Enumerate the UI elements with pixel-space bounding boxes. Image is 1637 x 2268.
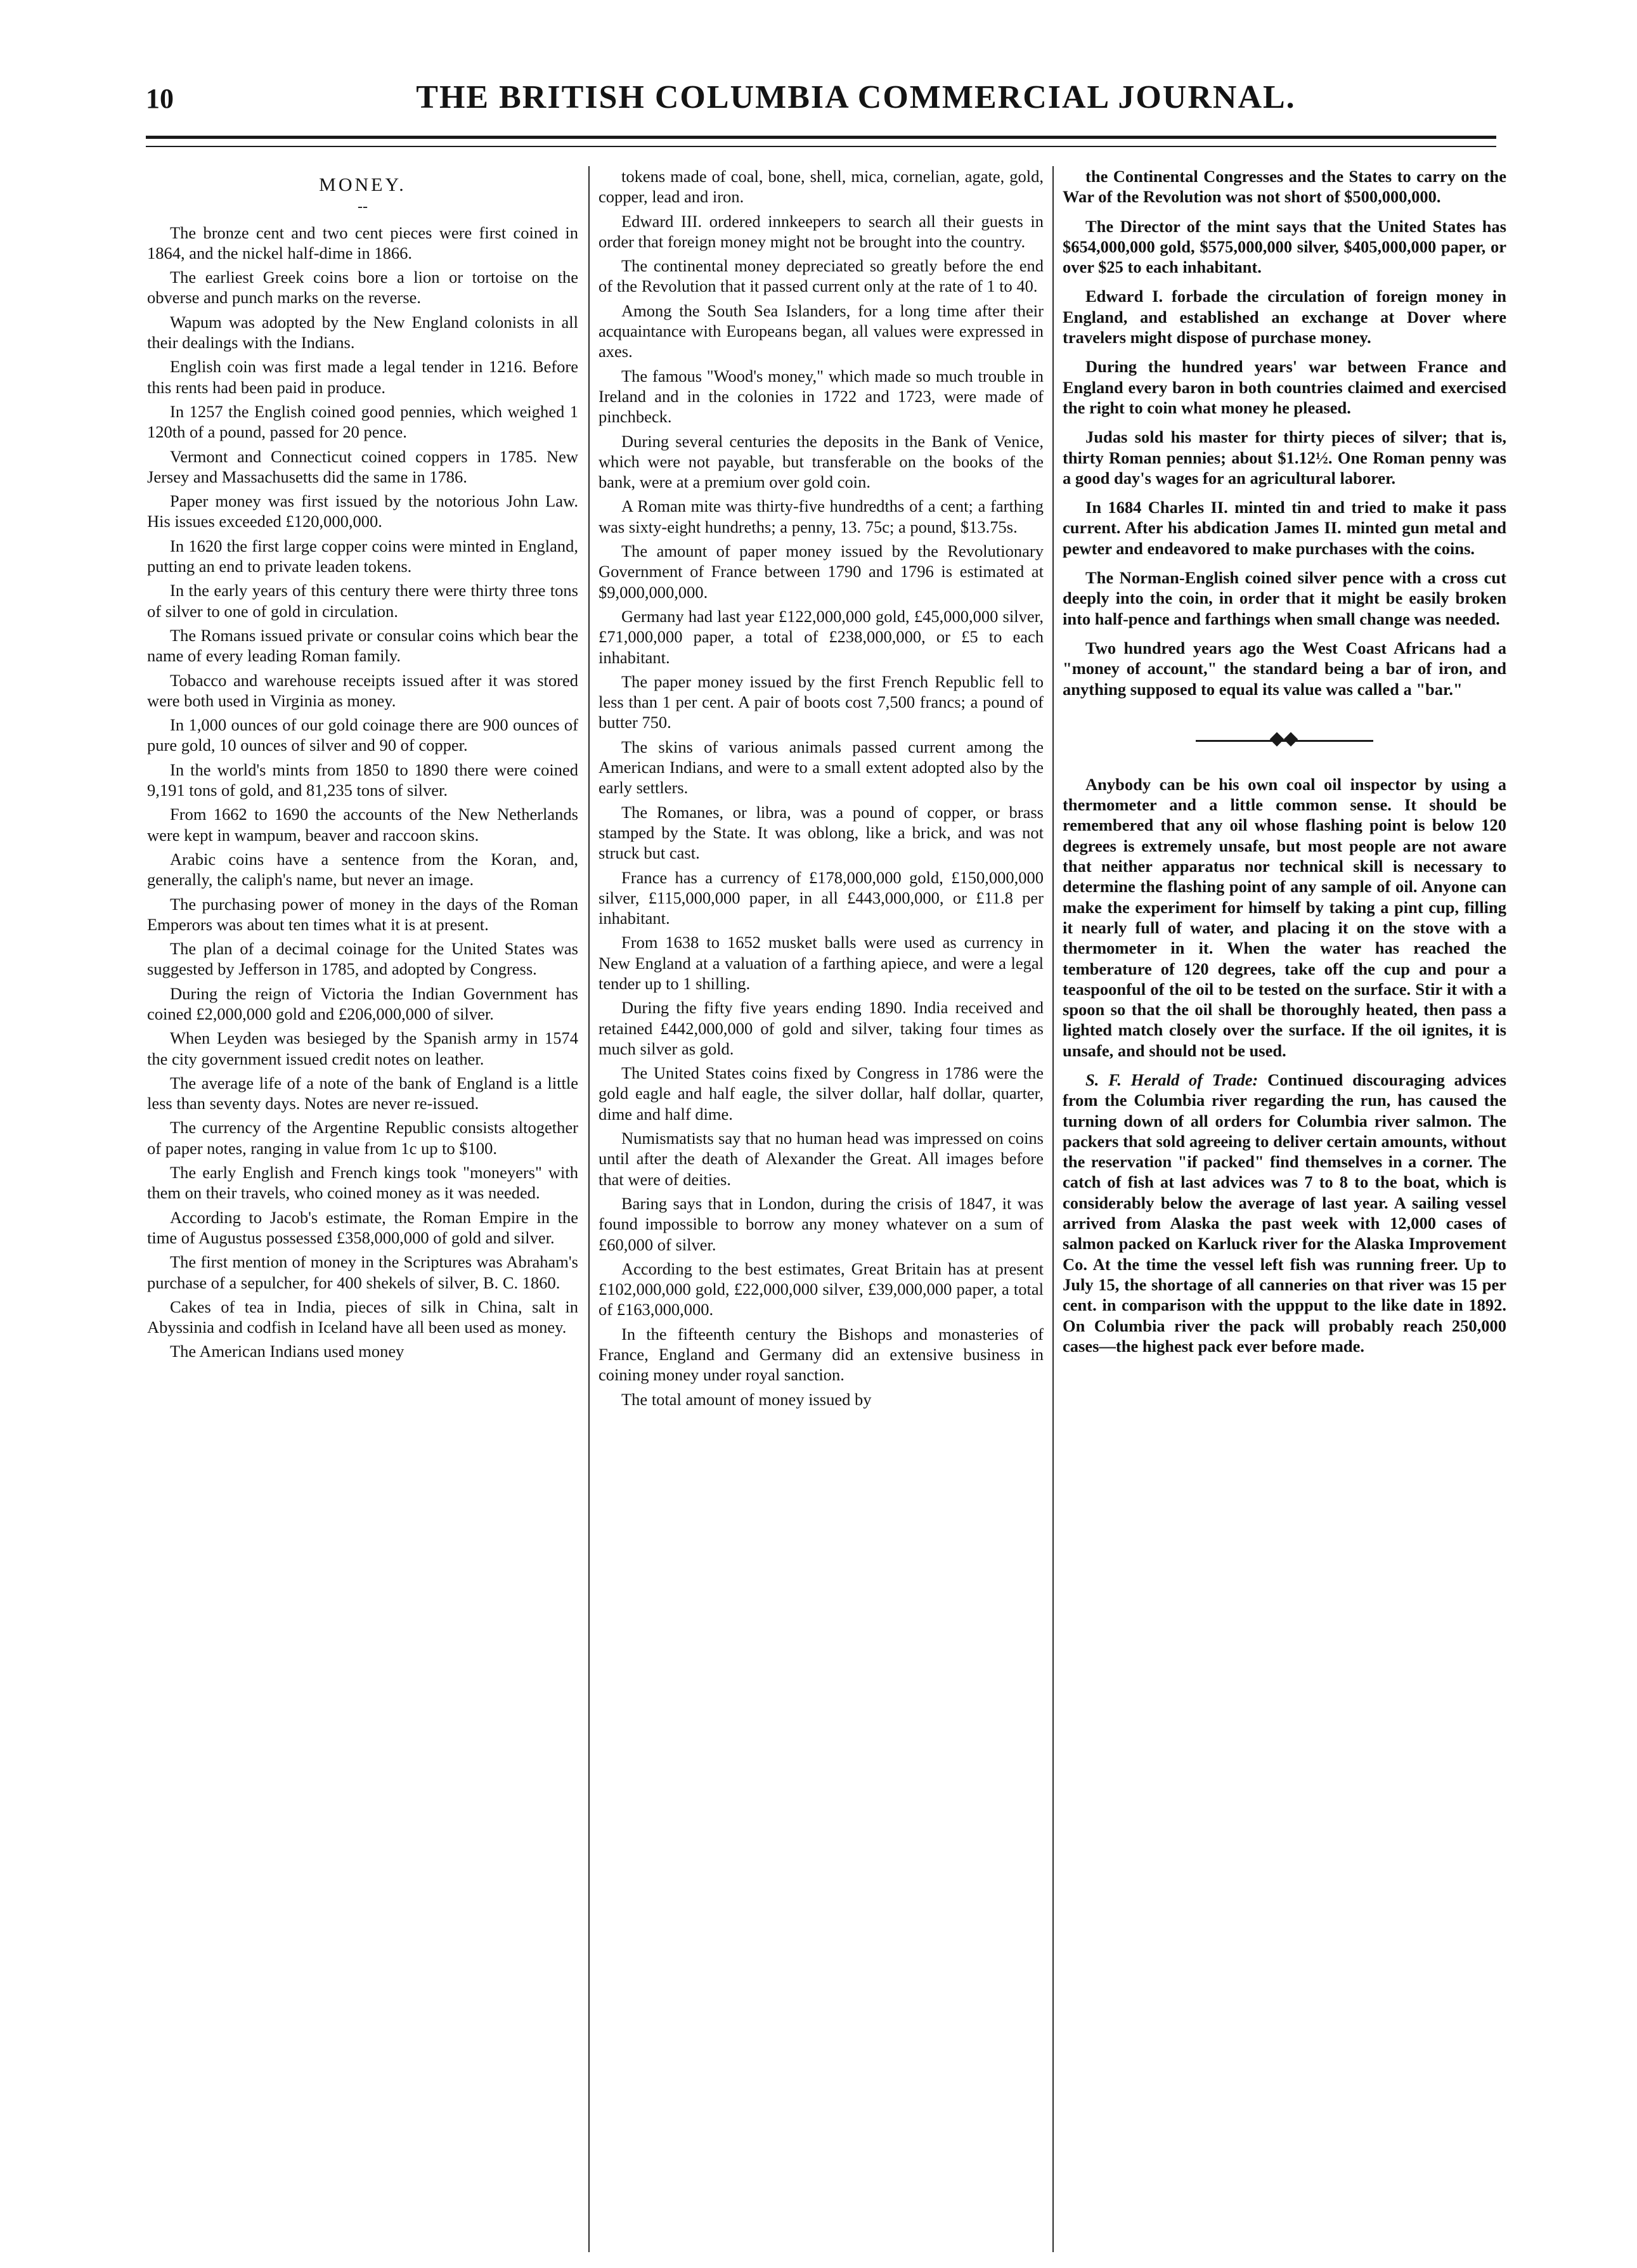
paragraph: The American Indians used money (170, 1342, 404, 1361)
paragraph: The Romanes, or libra, was a pound of copper, or brass stamped by the State. It was oblong, like a brick, and was not struck but cast. (599, 802, 1044, 863)
column-3 (1063, 166, 1506, 2227)
paragraph: The total amount of money issued by (621, 1389, 872, 1409)
title-dash: -- (358, 198, 368, 216)
paragraph: Arabic coins have a sentence from the Koran, and, generally, the caliph's name, but never an image. (147, 849, 578, 890)
paragraph: The skins of various animals passed current among the American Indians, and were to a small extent adopted also by the early settlers. (599, 737, 1044, 798)
paragraph: According to the best estimates, Great Britain has at present £102,000,000 gold, £22,000,000 silver, £39,000,000 paper, a total of £163,000,000. (599, 1259, 1044, 1319)
paragraph: Wapum was adopted by the New England colonists in all their dealings with the Indians. (147, 312, 578, 353)
paragraph: The continental money depreciated so greatly before the end of the Revolution that it passed current only at the rate of 1 to 40. (599, 256, 1044, 296)
column-divider-right (1052, 166, 1054, 2252)
herald-source: S. F. Herald of Trade: (1085, 1070, 1258, 1089)
paragraph: The Norman-English coined silver pence with a cross cut deeply into the coin, in order that it might be easily broken into half-pence and farthings when small change was needed. (1063, 568, 1506, 628)
running-title: THE BRITISH COLUMBIA COMMERCIAL JOURNAL. (416, 79, 1296, 115)
paragraph: The purchasing power of money in the days of the Roman Emperors was about ten times what it is at present. (147, 894, 578, 934)
paragraph: The earliest Greek coins bore a lion or tortoise on the obverse and punch marks on the reverse. (147, 268, 578, 308)
column-3-paragraphs (1063, 166, 1506, 699)
paragraph: From 1662 to 1690 the accounts of the New Netherlands were kept in wampum, beaver and raccoon skins. (147, 805, 578, 845)
paragraph: Numismatists say that no human head was impressed on coins until after the death of Alexander the Great. All images before that were of deities. (599, 1129, 1044, 1189)
ornamental-separator (1063, 725, 1506, 763)
paragraph: The early English and French kings took "moneyers" with them on their travels, who coined money as it was needed. (147, 1163, 578, 1203)
paragraph: The first mention of money in the Scriptures was Abraham's purchase of a sepulcher, for 400 shekels of silver, B. C. 1860. (147, 1252, 578, 1292)
paragraph: France has a currency of £178,000,000 gold, £150,000,000 silver, £115,000,000 paper, in all £443,000,000, or £11.8 per inhabitant. (599, 867, 1044, 928)
paragraph: Germany had last year £122,000,000 gold, £45,000,000 silver, £71,000,000 paper, a total of £238,000,000, or £5 to each inhabitant. (599, 606, 1044, 667)
paragraph: The famous "Wood's money," which made so much trouble in Ireland and in the colonies in 1722 and 1723, were made of pinchbeck. (599, 366, 1044, 427)
paragraph: The average life of a note of the bank of England is a little less than seventy days. Notes are never re-issued. (147, 1073, 578, 1113)
section-title: MONEY. (319, 174, 406, 195)
paragraph: In the world's mints from 1850 to 1890 there were coined 9,191 tons of gold, and 81,235 tons of silver. (147, 760, 578, 800)
paragraph: During the fifty five years ending 1890. India received and retained £442,000,000 of gold and silver, taking four times as much silver as gold. (599, 998, 1044, 1058)
paragraph: Edward I. forbade the circulation of foreign money in England, and established an exchange at Dover where travelers might dispose of purchase money. (1063, 287, 1506, 347)
paragraph: The bronze cent and two cent pieces were first coined in 1864, and the nickel half-dime in 1866. (147, 223, 578, 262)
separator-diamond (1270, 732, 1284, 747)
paragraph: Tobacco and warehouse receipts issued after it was stored were both used in Virginia as money. (147, 670, 578, 710)
paragraph: The United States coins fixed by Congress in 1786 were the gold eagle and half eagle, the silver dollar, half dollar, quarter, dime and half dime. (599, 1063, 1044, 1124)
paragraph: the Continental Congresses and the States to carry on the War of the Revolution was not short of $500,000,000. (1063, 167, 1506, 207)
paragraph: The Director of the mint says that the United States has $654,000,000 gold, $575,000,000 silver, $405,000,000 paper, or over $25 to each inhabitant. (1063, 216, 1506, 277)
column-2 (599, 166, 1044, 2227)
paragraph: In the early years of this century there were thirty three tons of silver to one of gold in circulation. (147, 581, 578, 621)
paragraph: The paper money issued by the first French Republic fell to less than 1 per cent. A pair of boots cost 7,500 francs; a pound of butter 750. (599, 671, 1044, 732)
paragraph: The amount of paper money issued by the Revolutionary Government of France between 1790 and 1796 is estimated at $9,000,000,000. (599, 541, 1044, 602)
header-rule-thin (146, 146, 1496, 147)
paragraph: From 1638 to 1652 musket balls were used as currency in New England at a valuation of a farthing apiece, and were a legal tender up to 1 shilling. (599, 933, 1044, 993)
paragraph: Cakes of tea in India, pieces of silk in China, salt in Abyssinia and codfish in Iceland have all been used as money. (147, 1297, 578, 1337)
column-2-paragraphs (599, 166, 1044, 1409)
paragraph: During the hundred years' war between France and England every baron in both countries claimed and exercised the right to coin what money he pleased. (1063, 357, 1506, 417)
paragraph: tokens made of coal, bone, shell, mica, cornelian, agate, gold, copper, lead and iron. (599, 167, 1044, 207)
paragraph: The Romans issued private or consular coins which bear the name of every leading Roman family. (147, 625, 578, 666)
paragraph: In 1,000 ounces of our gold coinage there are 900 ounces of pure gold, 10 ounces of silver and 90 of copper. (147, 715, 578, 755)
paragraph: When Leyden was besieged by the Spanish army in 1574 the city government issued credit notes on leather. (147, 1028, 578, 1068)
paragraph: The plan of a decimal coinage for the United States was suggested by Jefferson in 1785, and adopted by Congress. (147, 939, 578, 979)
separator-diamond (1284, 732, 1298, 747)
paragraph: Two hundred years ago the West Coast Africans had a "money of account," the standard being a bar of iron, and anything supposed to equal its value was called a "bar." (1063, 638, 1506, 699)
paragraph: Judas sold his master for thirty pieces of silver; that is, thirty Roman pennies; about $1.12½. One Roman penny was a good day's wages for an agricultural laborer. (1063, 427, 1506, 488)
herald-paragraph (1063, 1070, 1506, 1356)
paragraph: In 1257 the English coined good pennies, which weighed 1 120th of a pound, passed for 20 pence. (147, 401, 578, 442)
paragraph: Edward III. ordered innkeepers to search all their guests in order that foreign money might not be brought into the country. (599, 211, 1044, 251)
paragraph: Baring says that in London, during the crisis of 1847, it was found impossible to borrow any money whatever on a sum of £60,000 of silver. (599, 1193, 1044, 1254)
header-rule-thick (146, 136, 1496, 139)
paragraph: During several centuries the deposits in the Bank of Venice, which were not payable, but transferable on the books of the bank, were at a premium over gold coin. (599, 431, 1044, 492)
column-divider-left (588, 166, 590, 2252)
paragraph: Among the South Sea Islanders, for a long time after their acquaintance with Europeans began, all values were expressed in axes. (599, 301, 1044, 361)
paragraph: The currency of the Argentine Republic consists altogether of paper notes, ranging in value from 1c up to $100. (147, 1118, 578, 1158)
oil-inspection-paragraph: Anybody can be his own coal oil inspector by using a thermometer and a little common sense. It should be remembered that any oil whose flashing point is below 120 degrees is extremely unsafe, but most people are not aware that neither apparatus nor technical skill is necessary to determine the flashing point of any sample of oil. Anyone can make the experiment for himself by taking a pint cup, filling it nearly full of water, and placing it on the stove with a thermometer in it. When the water has reached the temberature of 120 degrees, take off the cup and pour a teaspoonful of the oil to be tested on the surface. Stir it with a spoon so that the oil shall be thoroughly heated, then pass a lighted match closely over the surface. If the oil ignites, it is unsafe, and should not be used. (1063, 774, 1506, 1060)
paragraph: English coin was first made a legal tender in 1216. Before this rents had been paid in produce. (147, 357, 578, 397)
paragraph: In 1684 Charles II. minted tin and tried to make it pass current. After his abdication James II. minted gun metal and pewter and endeavored to make purchases with the coins. (1063, 498, 1506, 558)
column-1-paragraphs (147, 223, 578, 1362)
paragraph: In 1620 the first large copper coins were minted in England, putting an end to private leaden tokens. (147, 536, 578, 576)
paragraph: A Roman mite was thirty-five hundredths of a cent; a farthing was sixty-eight hundreths; a penny, 13. 75c; a pound, $13.75s. (599, 496, 1044, 536)
column-1 (147, 166, 578, 2227)
paragraph: Vermont and Connecticut coined coppers in 1785. New Jersey and Massachusetts did the same in 1786. (147, 446, 578, 486)
paragraph: In the fifteenth century the Bishops and monasteries of France, England and Germany did an extensive business in coining money under royal sanction. (599, 1324, 1044, 1385)
paragraph: According to Jacob's estimate, the Roman Empire in the time of Augustus possessed £358,000,000 of gold and silver. (147, 1207, 578, 1247)
page-number: 10 (146, 83, 174, 114)
herald-text: Continued discouraging advices from the Columbia river regarding the run, has caused the turning down of all orders for Columbia river salmon. The packers that sold agreeing to deliver certain amounts, without the reservation "if packed" find themselves in a corner. The catch of fish at last advices was 7 to 8 to the boat, which is considerably below the average of last year. A sailing vessel arrived from Alaska the past week with 12,000 cases of salmon packed on Karluck river for the Alaska Improvement Co. At the time the vessel left fish was running freer. Up to July 15, the shortage of all canneries on that river was 15 per cent. in comparison with the uppput to the like date in 1892. On Columbia river the pack will probably reach 250,000 cases—the highest pack ever before made. (1063, 1070, 1506, 1356)
paragraph: Paper money was first issued by the notorious John Law. His issues exceeded £120,000,000. (147, 491, 578, 531)
paragraph: During the reign of Victoria the Indian Government has coined £2,000,000 gold and £206,000,000 of silver. (147, 983, 578, 1023)
